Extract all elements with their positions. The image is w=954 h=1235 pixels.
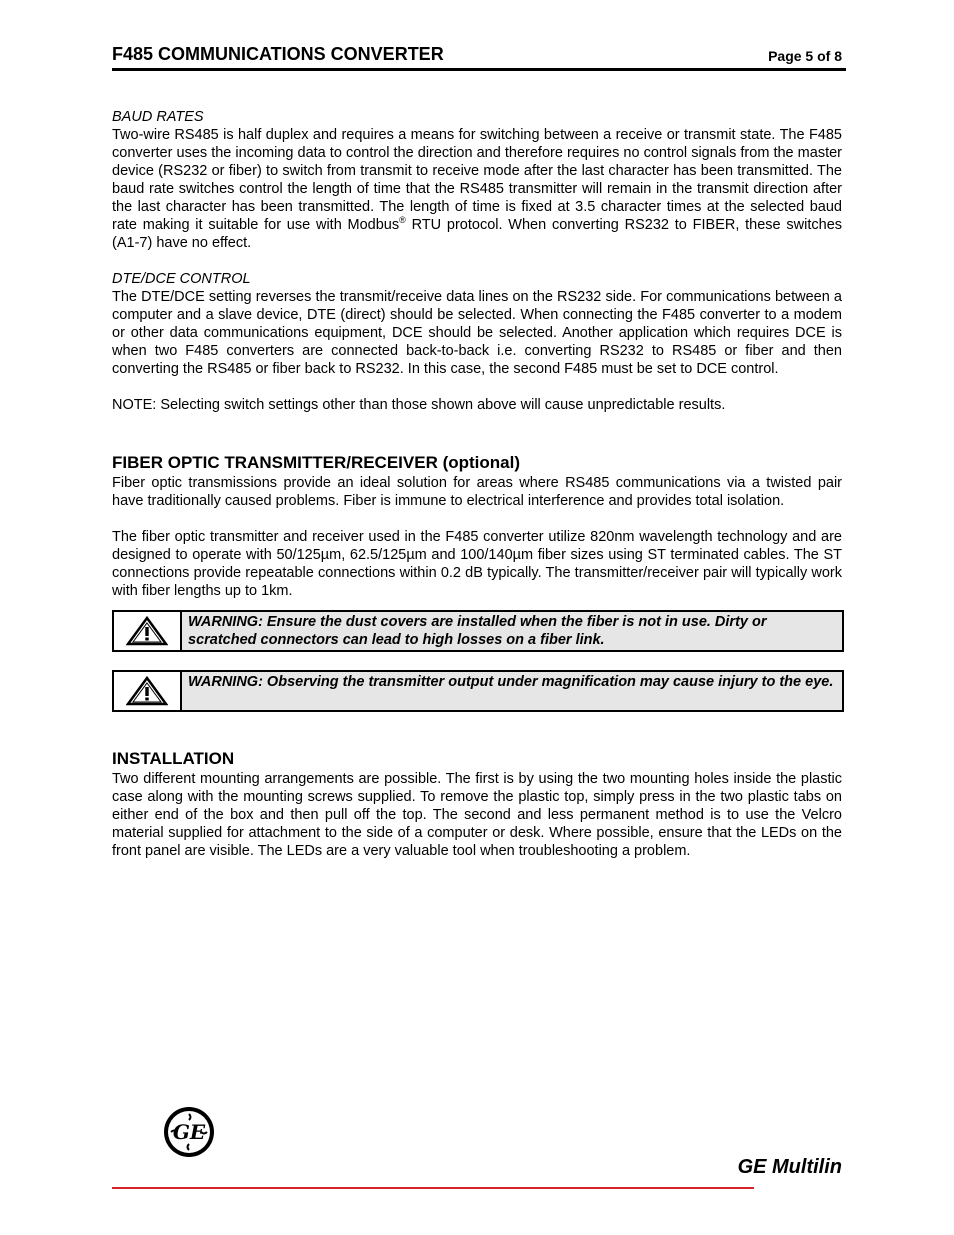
warning-box — [112, 610, 844, 652]
dte-dce-heading: DTE/DCE CONTROL — [112, 271, 251, 287]
fiber-paragraph-1: Fiber optic transmissions provide an ideal solution for areas where RS485 communications via a twisted pair have traditionally caused problems. Fiber is immune to electrical interference and provides total isolation. — [112, 475, 842, 509]
installation-heading: INSTALLATION — [112, 749, 235, 768]
baud-text-2: RTU protocol. When converting RS232 to FIBER, these switches (A1-7) have no effect. — [112, 217, 843, 251]
dte-dce-paragraph: The DTE/DCE setting reverses the transmit/receive data lines on the RS232 side. For communications between a computer and a slave device, DTE (direct) should be selected. When connecting the F485 converter to a modem or other data communications equipment, DCE should be selected. Another application which requires DCE is when two F485 converters are connected back-to-back i.e. converting RS232 to RS485 or fiber and then converting the RS485 or fiber back to RS232. In this case, the second F485 must be set to DCE control. — [112, 289, 842, 377]
note-paragraph: NOTE: Selecting switch settings other than those shown above will cause unpredictable results. — [112, 397, 726, 413]
warning-triangle-icon — [114, 672, 182, 710]
page-content — [112, 108, 842, 860]
warning-box — [112, 670, 844, 712]
baud-text-1: Two-wire RS485 is half duplex and requires a means for switching between a receive or transmit state. The F485 converter uses the incoming data to control the direction and therefore requires no control signals from the master device (RS232 or fiber) to switch from transmit to receive mode after the last character has been transmitted. The baud rate switches control the length of time that the RS485 transmitter will remain in the transmit direction after the last character has been transmitted. The length of time is fixed at 3.5 character times at the selected baud rate making it suitable for use with Modbus — [112, 127, 842, 233]
installation-paragraph: Two different mounting arrangements are possible. The first is by using the two mounting holes inside the plastic case along with the mounting screws supplied. To remove the plastic top, simply press in the two plastic tabs on either end of the box and then pull off the top. The second and less permanent method is to use the Velcro material supplied for attachment to the side of a computer or desk. Where possible, ensure that the LEDs on the front panel are visible. The LEDs are a very valuable tool when troubleshooting a problem. — [112, 771, 842, 859]
baud-rates-paragraph — [112, 126, 842, 252]
page-header — [112, 44, 846, 71]
baud-rates-heading: BAUD RATES — [112, 109, 204, 125]
fiber-section-heading: FIBER OPTIC TRANSMITTER/RECEIVER (optional) — [112, 453, 520, 472]
warning-text: WARNING: Ensure the dust covers are installed when the fiber is not in use. Dirty or scratched connectors can lead to high losses on a fiber link. — [182, 612, 842, 650]
registered-mark: ® — [399, 215, 406, 226]
fiber-paragraph-2: The fiber optic transmitter and receiver used in the F485 converter utilize 820nm wavelength technology and are designed to operate with 50/125µm, 62.5/125µm and 100/140µm fiber sizes using ST terminated cables. The ST connections provide repeatable connections within 0.2 dB typically. The transmitter/receiver pair will typically work with fiber lengths up to 1km. — [112, 529, 842, 599]
svg-text:GE: GE — [172, 1120, 206, 1144]
document-title: F485 COMMUNICATIONS CONVERTER — [112, 44, 444, 64]
page-number: Page 5 of 8 — [768, 48, 842, 64]
brand-name: GE Multilin — [737, 1156, 842, 1178]
warning-triangle-icon — [114, 612, 182, 650]
footer-rule — [112, 1187, 754, 1189]
ge-logo — [163, 1106, 215, 1158]
warning-text: WARNING: Observing the transmitter output under magnification may cause injury to the eye. — [182, 672, 842, 710]
